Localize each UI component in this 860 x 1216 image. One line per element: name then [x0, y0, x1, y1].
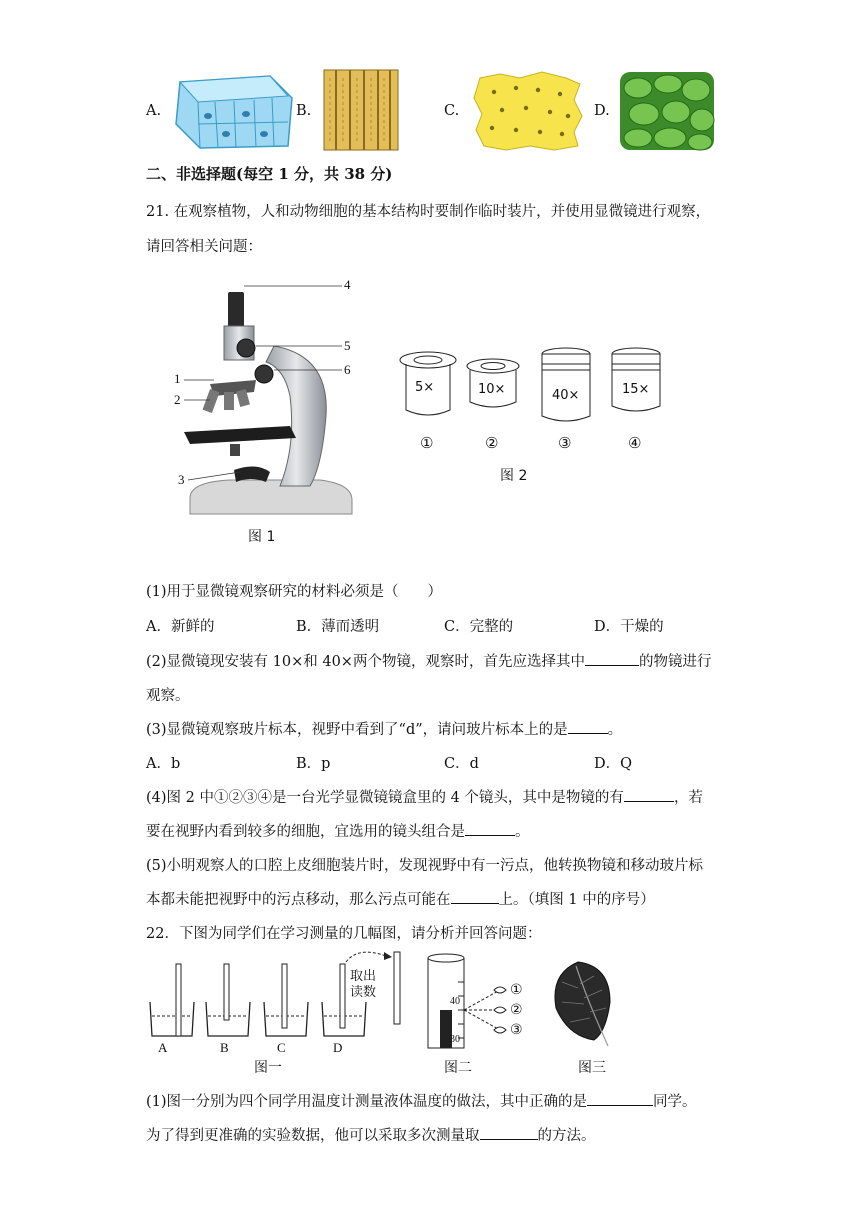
cell-image-a — [170, 72, 294, 150]
q21-p1-option-a: A．新鲜的 — [146, 619, 215, 635]
lens-3-num: ③ — [558, 434, 572, 452]
q21-p2-pre: (2)显微镜现安装有 10×和 40×两个物镜，观察时，首先应选择其中 — [146, 654, 585, 670]
q21-p4-line2 — [146, 820, 530, 841]
fig1-label-c: C — [277, 1040, 286, 1055]
q21-p4-line1 — [146, 786, 703, 807]
lens-4-mag: 15× — [622, 382, 650, 397]
q22-p1-line1 — [146, 1090, 697, 1111]
fig-three-caption: 图三 — [578, 1060, 606, 1076]
q22-p1-post: 同学。 — [653, 1094, 697, 1110]
q21-p4-blank1[interactable] — [624, 787, 674, 802]
q21-stem-line1: 21. 在观察植物，人和动物细胞的基本结构时要制作临时装片，并使用显微镜进行观察， — [146, 204, 711, 220]
q21-p3-option-a: A．b — [146, 756, 181, 772]
fig1-label-a: A — [158, 1040, 168, 1055]
q21-p5-line1: (5)小明观察人的口腔上皮细胞装片时，发现视野中有一污点，他转换物镜和移动玻片标 — [146, 858, 704, 874]
cell-image-d — [618, 70, 716, 152]
q21-p1-text: (1)用于显微镜观察研究的材料必须是（ ） — [146, 584, 443, 600]
fig-one-caption: 图一 — [254, 1060, 282, 1076]
q21-p4-line2-pre: 要在视野内看到较多的细胞，宜选用的镜头组合是 — [146, 824, 465, 840]
cell-image-b — [322, 68, 400, 152]
fig1-label-6: 6 — [344, 362, 351, 377]
q21-p1-option-b: B．薄而透明 — [296, 619, 380, 635]
q22-p1-line2 — [146, 1124, 596, 1145]
option-c-label: C. — [444, 103, 460, 119]
fig-note-line1: 取出 — [350, 969, 377, 984]
q22-p1-blank2[interactable] — [480, 1125, 538, 1140]
q21-stem-line2: 请回答相关问题： — [146, 239, 262, 255]
q21-p4-pre: (4)图 2 中①②③④是一台光学显微镜镜盒里的 4 个镜头，其中是物镜的有 — [146, 790, 624, 806]
fig1-label-d: D — [333, 1040, 343, 1055]
q21-p3-option-c: C．d — [444, 756, 479, 772]
fig1-caption: 图 1 — [248, 529, 276, 545]
q21-p4-post: ，若 — [673, 790, 703, 806]
option-b-label: B. — [296, 103, 312, 119]
fig1-label-1: 1 — [174, 371, 181, 386]
lens-2-num: ② — [485, 434, 499, 452]
q21-p3-end: 。 — [607, 722, 623, 738]
lens-2-mag: 10× — [478, 382, 506, 397]
lens-3-mag: 40× — [552, 388, 580, 403]
lens-1-num: ① — [420, 434, 434, 452]
q21-p3-blank[interactable] — [568, 719, 608, 734]
cylinder-tick-30: 30 — [450, 1034, 460, 1045]
q22-p1-pre: (1)图一分别为四个同学用温度计测量液体温度的做法，其中正确的是 — [146, 1094, 588, 1110]
leaf-figure — [548, 958, 618, 1048]
lens-1-mag: 5× — [415, 380, 435, 395]
q21-p3-line — [146, 718, 622, 739]
q21-p1-option-d: D．干燥的 — [594, 619, 664, 635]
q21-p5-line2-post: 上。（填图 1 中的序号） — [498, 892, 655, 908]
q21-p2-blank[interactable] — [585, 651, 639, 666]
microscope-figure — [170, 276, 366, 516]
q21-p2-line2: 观察。 — [146, 688, 190, 704]
fig1-label-4: 4 — [344, 277, 351, 292]
q21-p5-blank[interactable] — [451, 889, 499, 904]
eye-label-2: ② — [510, 1002, 523, 1018]
q21-p3-option-d: D．Q — [594, 756, 633, 772]
q22-stem: 22．下图为同学们在学习测量的几幅图，请分析并回答问题： — [146, 926, 542, 942]
cylinder-tick-40: 40 — [450, 996, 460, 1007]
q22-p1-line2-post: 的方法。 — [537, 1128, 596, 1144]
q22-p1-line2-pre: 为了得到更准确的实验数据，他可以采取多次测量取 — [146, 1128, 480, 1144]
q21-p2-post: 的物镜进行 — [638, 654, 712, 670]
fig1-label-5: 5 — [344, 338, 351, 353]
fig1-label-b: B — [220, 1040, 229, 1055]
q21-p5-line2 — [146, 888, 655, 909]
option-a-label: A. — [146, 103, 162, 119]
q21-p1-option-c: C．完整的 — [444, 619, 514, 635]
section-title: 二、非选择题(每空 1 分，共 38 分) — [146, 165, 393, 183]
fig-note-line2: 读数 — [350, 985, 377, 1000]
eye-label-1: ① — [510, 982, 523, 998]
q21-p5-line2-pre: 本都未能把视野中的污点移动，那么污点可能在 — [146, 892, 451, 908]
option-d-label: D. — [594, 103, 610, 119]
q21-p3-option-b: B．p — [296, 756, 331, 772]
q21-p4-line2-post: 。 — [515, 824, 530, 840]
q21-p2-line1 — [146, 650, 711, 671]
q22-p1-blank1[interactable] — [587, 1091, 653, 1106]
q21-p3-text: (3)显微镜观察玻片标本，视野中看到了“d”，请问玻片标本上的是 — [146, 722, 568, 738]
fig2-caption: 图 2 — [500, 468, 528, 484]
eye-label-3: ③ — [510, 1022, 523, 1038]
fig1-label-2: 2 — [174, 392, 181, 407]
fig-two-caption: 图二 — [444, 1060, 472, 1076]
fig1-label-3: 3 — [178, 472, 185, 487]
lens-4-num: ④ — [628, 434, 642, 452]
cell-image-c — [470, 70, 584, 152]
q21-p4-blank2[interactable] — [465, 821, 515, 836]
